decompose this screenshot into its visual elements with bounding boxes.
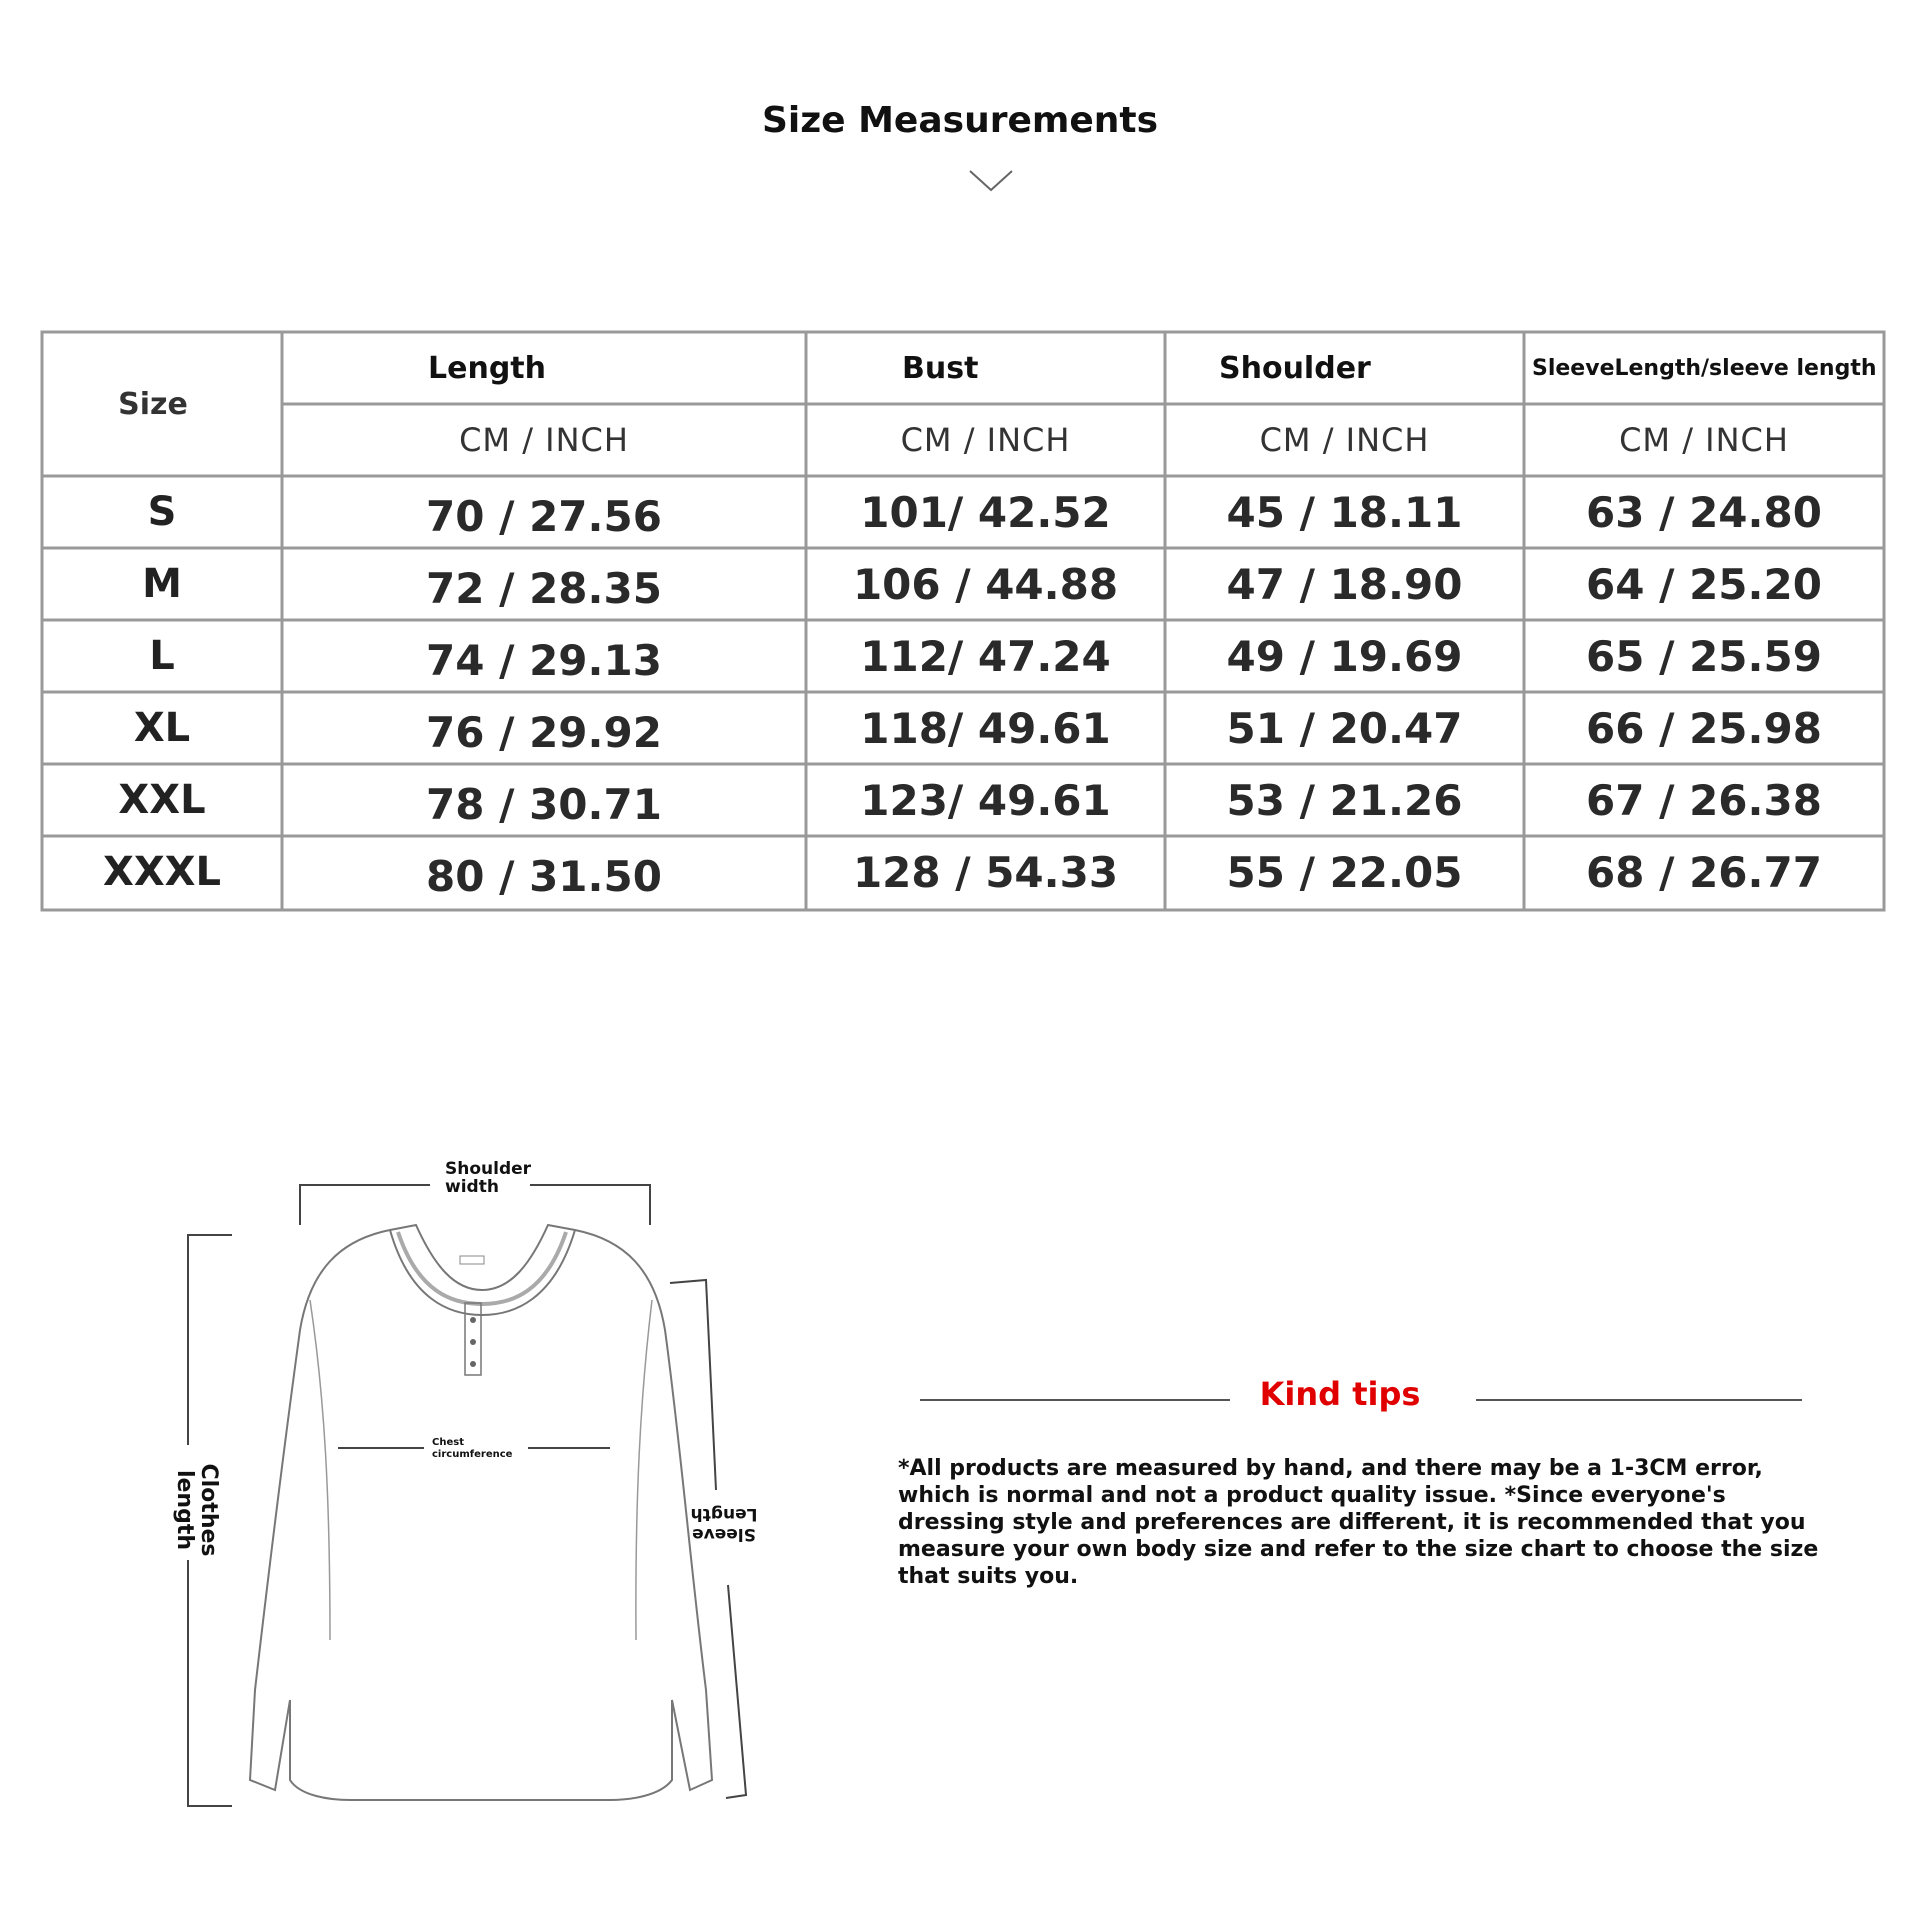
sleeve-cell: 66 / 25.98 (1586, 703, 1822, 753)
kind-tips-title: Kind tips (1259, 1375, 1421, 1413)
sleeve-cell: 67 / 26.38 (1586, 775, 1822, 825)
chest-circumference-label (432, 1437, 512, 1461)
length-cell: 76 / 29.92 (426, 707, 662, 757)
kind-tips-text: *All products are measured by hand, and there may be a 1-3CM error, which is normal and not a product quality issue. *Since everyone's dressing style and preferences are different, it is recommended that you measure your own body size and refer to the size chart to choose the size that suits you. (898, 1456, 1819, 1589)
shoulder-unit-label: CM / INCH (1259, 421, 1430, 459)
sleeve-label-line-1: Sleeve (692, 1524, 756, 1544)
shoulder-label-line-1: Shoulder (445, 1159, 532, 1179)
size-cell: XL (133, 705, 191, 751)
bust-cell: 128 / 54.33 (852, 847, 1119, 897)
shoulder-cell: 45 / 18.11 (1226, 487, 1463, 537)
bust-cell: 118/ 49.61 (860, 703, 1111, 753)
shoulder-cell: 47 / 18.90 (1226, 559, 1463, 609)
length-cell: 70 / 27.56 (426, 491, 662, 541)
shoulder-label-line-2: width (445, 1177, 499, 1197)
tips-divider-left (920, 1399, 1230, 1401)
chest-label-line-2: circumference (432, 1449, 513, 1460)
sleeve-cell: 68 / 26.77 (1586, 847, 1822, 897)
shoulder-cell: 55 / 22.05 (1226, 847, 1463, 897)
shoulder-cell: 51 / 20.47 (1226, 703, 1463, 753)
shoulder-cell: 49 / 19.69 (1226, 631, 1463, 681)
size-cell: L (149, 633, 175, 679)
tips-divider-right (1476, 1399, 1802, 1401)
shoulder-column-header: Shoulder (1219, 350, 1371, 386)
bust-cell: 106 / 44.88 (852, 559, 1119, 609)
length-label-line-2: length (172, 1469, 197, 1551)
size-cell: M (142, 561, 182, 607)
shoulder-width-label (445, 1160, 531, 1196)
length-cell: 78 / 30.71 (426, 779, 662, 829)
length-cell: 80 / 31.50 (426, 851, 662, 901)
length-label-line-1: Clothes (196, 1463, 221, 1557)
length-cell: 74 / 29.13 (426, 635, 662, 685)
clothes-length-label (160, 1460, 220, 1560)
sleeve-column-header: SleeveLength/sleeve length (1532, 355, 1877, 381)
bust-cell: 101/ 42.52 (860, 487, 1111, 537)
sleeve-cell: 65 / 25.59 (1586, 631, 1822, 681)
bust-unit-label: CM / INCH (900, 421, 1071, 459)
size-cell: S (147, 489, 177, 535)
length-cell: 72 / 28.35 (426, 563, 662, 613)
chest-label-line-1: Chest (432, 1437, 464, 1448)
sleeve-cell: 64 / 25.20 (1586, 559, 1822, 609)
shoulder-cell: 53 / 21.26 (1226, 775, 1463, 825)
length-column-header: Length (428, 350, 546, 386)
length-unit-label: CM / INCH (459, 421, 629, 459)
page-title: Size Measurements (761, 100, 1159, 141)
size-column-header: Size (118, 386, 188, 422)
bust-cell: 123/ 49.61 (860, 775, 1111, 825)
sleeve-unit-label: CM / INCH (1619, 421, 1789, 459)
size-cell: XXL (118, 777, 206, 823)
sleeve-label-line-2: Length (690, 1504, 758, 1524)
size-cell: XXXL (102, 849, 221, 895)
bust-column-header: Bust (902, 350, 979, 386)
bust-cell: 112/ 47.24 (860, 631, 1111, 681)
sleeve-length-label (684, 1500, 764, 1544)
sleeve-cell: 63 / 24.80 (1586, 487, 1822, 537)
